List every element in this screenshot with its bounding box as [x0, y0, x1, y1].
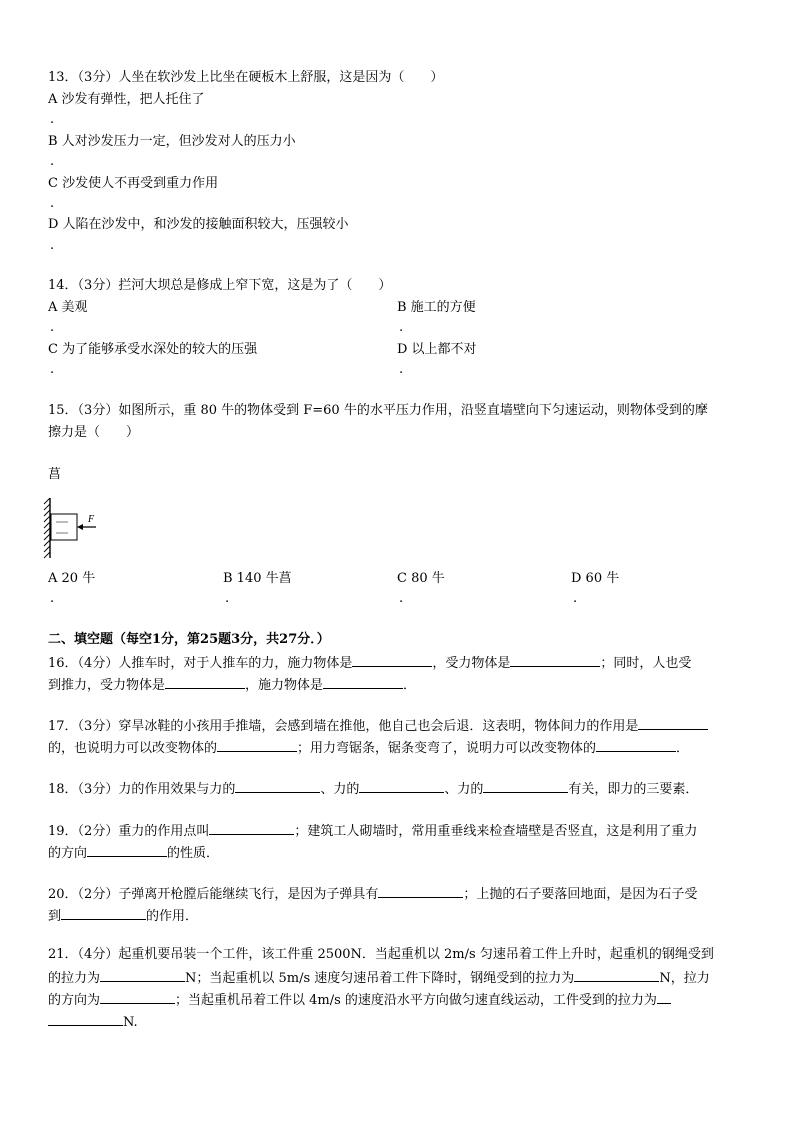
dot: .	[399, 362, 404, 377]
answer-blank[interactable]	[100, 991, 175, 1004]
answer-blank[interactable]	[61, 907, 146, 920]
dot: .	[399, 591, 404, 606]
answer-blank[interactable]	[359, 780, 444, 793]
q21-text: N；当起重机以 5m/s 速度匀速吊着工件下降时，钢绳受到的拉力为	[185, 971, 575, 986]
dot: .	[50, 362, 55, 377]
dot: .	[50, 196, 55, 211]
q21-text: 的拉力为	[48, 971, 101, 986]
q19-line2	[48, 844, 219, 862]
q16-line2	[48, 676, 416, 694]
q19-text: 的性质．	[167, 846, 220, 861]
q19-text: 19．（2分）重力的作用点叫	[48, 824, 210, 839]
dot: .	[50, 591, 55, 606]
q18-text: 有关，即力的三要素．	[568, 782, 699, 797]
q16-text: 16．（4分）人推车时，对于人推车的力，施力物体是	[48, 656, 353, 671]
answer-blank[interactable]	[87, 844, 167, 857]
answer-blank[interactable]	[235, 780, 320, 793]
q15-figure-char: 菖	[48, 467, 62, 482]
answer-blank[interactable]	[483, 780, 568, 793]
q20-text: ；上抛的石子要落回地面，是因为石子受	[463, 887, 698, 902]
q19-text: 的方向	[48, 846, 88, 861]
answer-blank[interactable]	[100, 969, 185, 982]
q16-line1	[48, 654, 691, 672]
answer-blank[interactable]	[510, 654, 600, 667]
q14-option-a: A 美观	[48, 300, 88, 315]
q17-line2	[48, 739, 689, 757]
dot: .	[225, 591, 230, 606]
q18-text: 、力的	[444, 782, 484, 797]
q16-text: ．	[403, 678, 417, 693]
q16-text: ；同时，人也受	[600, 656, 692, 671]
q21-line1: 21．（4分）起重机要吊装一个工件，该工件重 2500N．当起重机以 2m/s 匀速吊着工件上升时，起重机的钢绳受到	[48, 947, 714, 962]
dot: .	[50, 320, 55, 335]
q19-line1	[48, 822, 697, 840]
q21-line2	[48, 969, 710, 987]
force-label: F	[88, 514, 95, 525]
q15-stem-line2: 擦力是（ ）	[48, 425, 140, 440]
q20-text: 到	[48, 909, 62, 924]
dot: .	[573, 591, 578, 606]
dot: .	[50, 112, 55, 127]
q18-text: 、力的	[320, 782, 360, 797]
q13-option-a: A 沙发有弹性，把人托住了	[48, 92, 205, 107]
q20-text: 20．（2分）子弹离开枪膛后能继续飞行，是因为子弹具有	[48, 887, 379, 902]
q21-line3	[48, 991, 671, 1009]
answer-blank[interactable]	[596, 739, 676, 752]
q17-text: ；用力弯锯条，锯条变弯了，说明力可以改变物体的	[297, 741, 597, 756]
q16-text: 到推力，受力物体是	[48, 678, 166, 693]
q21-text: 的方向为	[48, 993, 101, 1008]
answer-blank[interactable]	[165, 676, 245, 689]
q17-text: 17．（3分）穿旱冰鞋的小孩用手推墙，会感到墙在推他，他自己也会后退．这表明，物体间力的作用是	[48, 719, 639, 734]
q16-text: ，受力物体是	[432, 656, 511, 671]
q13-stem: 13．（3分）人坐在软沙发上比坐在硬板木上舒服，这是因为（ ）	[48, 70, 444, 85]
answer-blank[interactable]	[657, 991, 671, 1004]
answer-blank[interactable]	[574, 969, 659, 982]
q16-text: ，施力物体是	[245, 678, 324, 693]
dot: .	[50, 154, 55, 169]
q13-option-d: D 人陷在沙发中，和沙发的接触面积较大，压强较小	[48, 217, 349, 232]
q14-option-b: B 施工的方便	[397, 300, 476, 315]
q20-text: 的作用．	[146, 909, 199, 924]
answer-blank[interactable]	[48, 1013, 123, 1026]
q14-option-d: D 以上都不对	[397, 342, 477, 357]
q19-text: ；建筑工人砌墙时，常用重垂线来检查墙壁是否竖直，这是利用了重力	[294, 824, 698, 839]
q17-text: ．	[676, 741, 690, 756]
q13-option-c: C 沙发使人不再受到重力作用	[48, 176, 219, 191]
dot: .	[50, 238, 55, 253]
q18-line	[48, 780, 698, 798]
q21-text: N，拉力	[659, 971, 710, 986]
answer-blank[interactable]	[217, 739, 297, 752]
q15-stem-line1: 15．（3分）如图所示，重 80 牛的物体受到 F=60 牛的水平压力作用，沿竖直墙壁向下匀速运动，则物体受到的摩	[48, 403, 708, 418]
answer-blank[interactable]	[638, 717, 708, 730]
wall-block-figure	[42, 496, 108, 560]
q15-option-b: B 140 牛菖	[223, 571, 292, 586]
q20-line2	[48, 907, 198, 925]
q15-option-a: A 20 牛	[48, 571, 96, 586]
q20-line1	[48, 885, 697, 903]
q15-option-c: C 80 牛	[397, 571, 445, 586]
answer-blank[interactable]	[352, 654, 432, 667]
dot: .	[399, 320, 404, 335]
q21-line4	[48, 1013, 138, 1031]
q14-stem: 14．（3分）拦河大坝总是修成上窄下宽，这是为了（ ）	[48, 278, 392, 293]
q21-text: ；当起重机吊着工件以 4m/s 的速度沿水平方向做匀速直线运动，工件受到的拉力为	[175, 993, 657, 1008]
q14-option-c: C 为了能够承受水深处的较大的压强	[48, 342, 258, 357]
q13-option-b: B 人对沙发压力一定，但沙发对人的压力小	[48, 134, 296, 149]
q15-option-d: D 60 牛	[571, 571, 620, 586]
q21-text: N.	[123, 1015, 138, 1030]
answer-blank[interactable]	[209, 822, 294, 835]
answer-blank[interactable]	[378, 885, 463, 898]
q17-text: 的，也说明力可以改变物体的	[48, 741, 218, 756]
section-heading: 二、填空题（每空1分，第25题3分，共27分．）	[48, 632, 330, 647]
q17-line1	[48, 717, 708, 735]
q18-text: 18．（3分）力的作用效果与力的	[48, 782, 236, 797]
answer-blank[interactable]	[323, 676, 403, 689]
